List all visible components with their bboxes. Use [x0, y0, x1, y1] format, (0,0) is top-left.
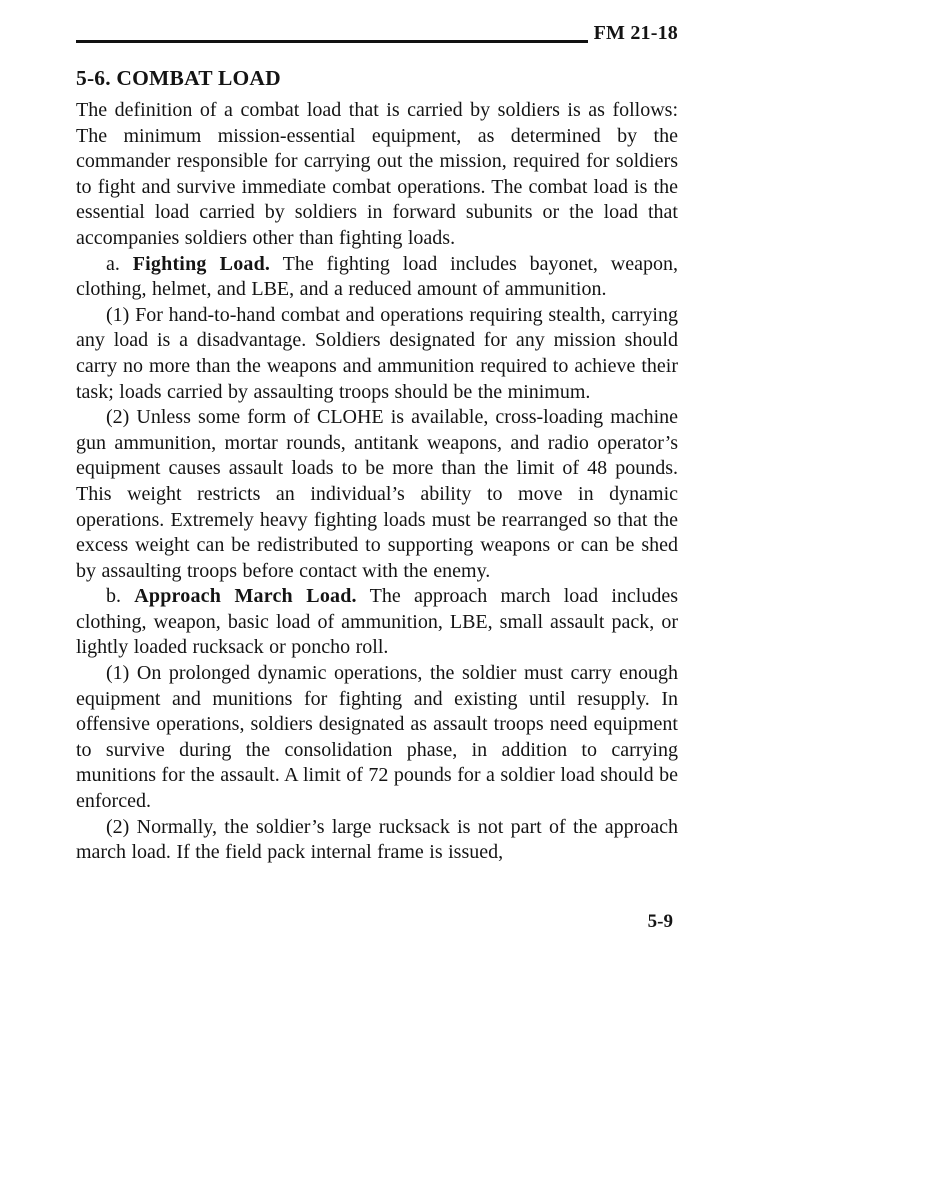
- paragraph: [76, 661, 678, 815]
- paragraph: [76, 303, 678, 405]
- document-page: [76, 18, 678, 933]
- manual-number: FM 21-18: [593, 22, 678, 44]
- paragraph-bold-lead: Approach March Load.: [134, 585, 357, 608]
- paragraph: [76, 252, 678, 303]
- header-rule: [76, 40, 588, 43]
- paragraph-text: The definition of a combat load that is carried by soldiers is as follows: The minimum mission-essential equipment, as determined by the commander responsible for carrying out the mission, required for soldiers to fight and survive immediate combat operations. The combat load is the essential load carried by soldiers in forward subunits or the load that accompanies soldiers other than fighting loads.: [76, 99, 678, 249]
- paragraph-prefix: (2): [106, 406, 137, 429]
- paragraph-prefix: a.: [106, 252, 133, 275]
- paragraph-text: Unless some form of CLOHE is available, cross-loading machine gun ammunition, mortar rounds, antitank weapons, and radio operator’s equipment causes assault loads to be more than the limit of 48 pounds. This weight restricts an individual’s ability to move in dynamic operations. Extremely heavy fighting loads must be rearranged so that the excess weight can be redistributed to supporting weapons or can be shed by assaulting troops before contact with the enemy.: [76, 406, 679, 582]
- section-heading: 5-6. COMBAT LOAD: [76, 66, 281, 90]
- paragraph-text: For hand-to-hand combat and operations requiring stealth, carrying any load is a disadvantage. Soldiers designated for any mission should carry no more than the weapons and ammunition required to achieve their task; loads carried by assaulting troops should be the minimum.: [76, 303, 678, 403]
- paragraph-prefix: (1): [106, 303, 136, 326]
- paragraph-text: On prolonged dynamic operations, the soldier must carry enough equipment and munitions for fighting and existing until resupply. In offensive operations, soldiers designated as assault troops need equipment to survive during the consolidation phase, in addition to carrying munitions for the assault. A limit of 72 pounds for a soldier load should be enforced.: [76, 662, 678, 813]
- paragraph-text: The approach march load includes clothing, weapon, basic load of ammunition, LBE, small assault pack, or lightly loaded rucksack or poncho roll.: [76, 585, 679, 659]
- paragraph: [76, 98, 678, 252]
- page-header: [76, 18, 678, 44]
- paragraph-bold-lead: Fighting Load.: [132, 252, 271, 275]
- page-number: 5-9: [647, 910, 673, 932]
- paragraph-prefix: b.: [106, 585, 135, 608]
- paragraph-prefix: (2): [106, 815, 137, 838]
- paragraph-text: Normally, the soldier’s large rucksack is not part of the approach march load. If the field pack internal frame is issued,: [76, 815, 678, 864]
- paragraph-text: The fighting load includes bayonet, weapon, clothing, helmet, and LBE, and a reduced amount of ammunition.: [76, 252, 678, 301]
- paragraph-prefix: (1): [106, 662, 137, 685]
- paragraph: [76, 405, 678, 584]
- paragraph: [76, 584, 678, 661]
- body-text: [76, 98, 678, 866]
- paragraph: [76, 815, 678, 866]
